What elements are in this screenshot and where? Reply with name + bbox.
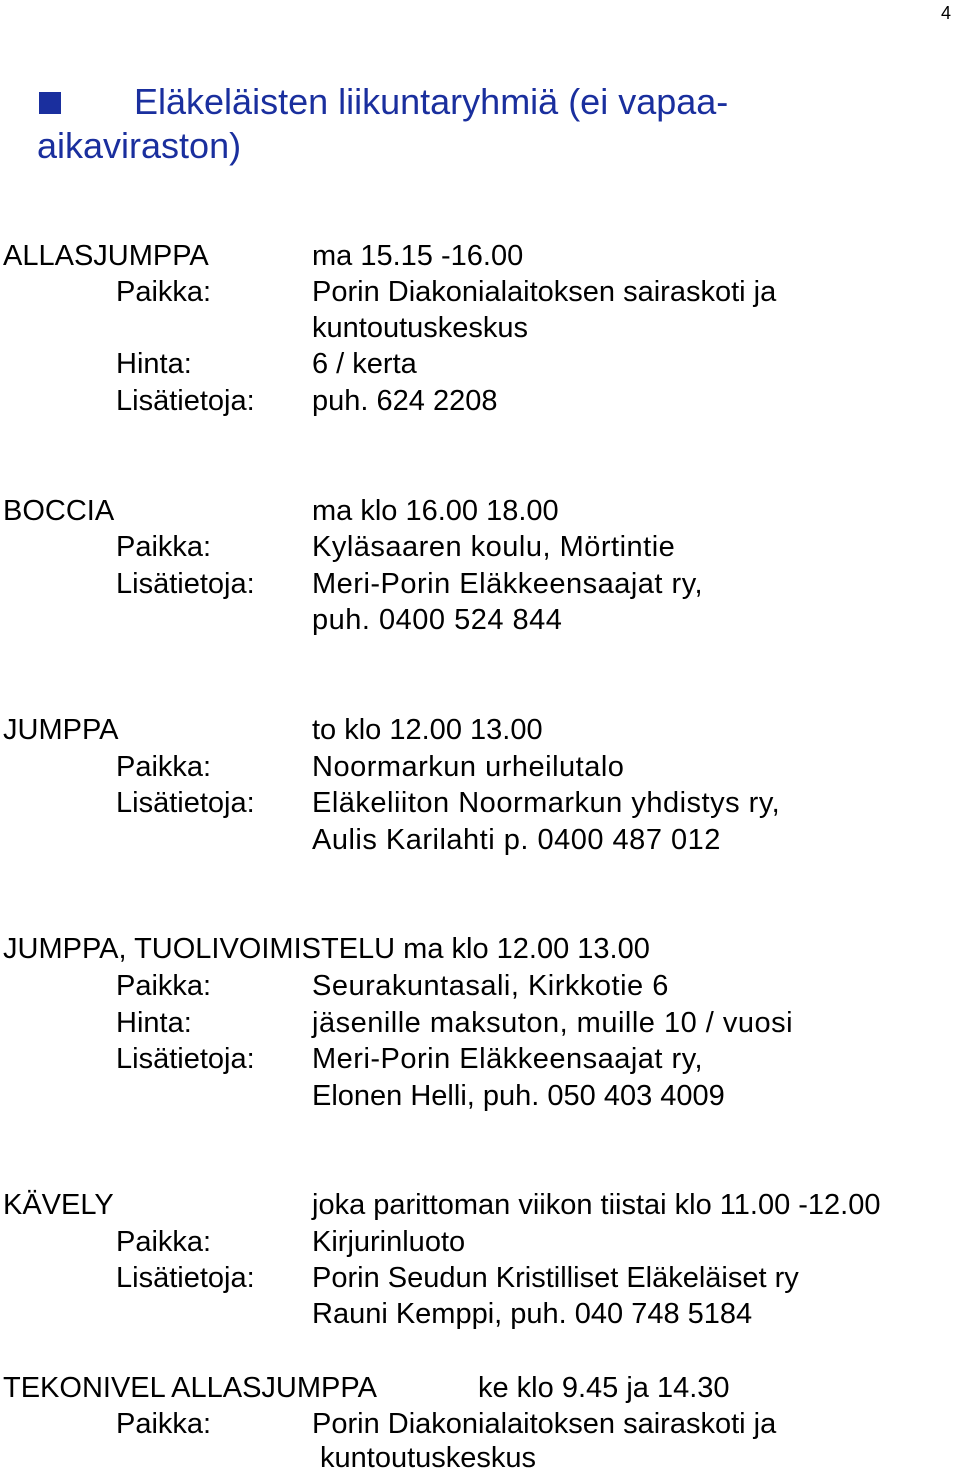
info-value-continued: puh. 0400 524 844 <box>312 604 563 636</box>
price-value: jäsenille maksuton, muille 10 / vuosi <box>312 1007 794 1039</box>
place-value: Seurakuntasali, Kirkkotie 6 <box>312 970 669 1002</box>
activity-title: KÄVELY <box>3 1189 114 1221</box>
page-number: 4 <box>941 3 952 23</box>
place-value: Kyläsaaren koulu, Mörtintie <box>312 531 676 563</box>
activity-time: joka parittoman viikon tiistai klo 11.00 -12.00 <box>312 1189 881 1221</box>
place-label: Paikka: <box>116 1226 212 1258</box>
price-label: Hinta: <box>116 348 192 380</box>
place-label: Paikka: <box>116 970 212 1002</box>
info-value-continued: Elonen Helli, puh. 050 403 4009 <box>312 1080 725 1112</box>
price-label: Hinta: <box>116 1007 192 1039</box>
info-label: Lisätietoja: <box>116 568 255 600</box>
info-label: Lisätietoja: <box>116 385 255 417</box>
info-value: Porin Seudun Kristilliset Eläkeläiset ry <box>312 1262 799 1294</box>
place-label: Paikka: <box>116 531 212 563</box>
info-value: Meri-Porin Eläkkeensaajat ry, <box>312 568 704 600</box>
info-label: Lisätietoja: <box>116 787 255 819</box>
square-bullet-icon <box>39 92 61 114</box>
place-value-continued: kuntoutuskeskus <box>320 1442 537 1474</box>
place-label: Paikka: <box>116 1408 212 1440</box>
place-label: Paikka: <box>116 751 212 783</box>
activity-title: BOCCIA <box>3 495 115 527</box>
place-value: Noormarkun urheilutalo <box>312 751 625 783</box>
place-value: Porin Diakonialaitoksen sairaskoti ja <box>312 1408 777 1440</box>
info-value: puh. 624 2208 <box>312 385 498 417</box>
activity-title: TEKONIVEL ALLASJUMPPA <box>3 1372 377 1404</box>
place-value-continued: kuntoutuskeskus <box>312 312 529 344</box>
activity-title: ALLASJUMPPA <box>3 240 209 272</box>
section-heading-line-2: aikaviraston) <box>37 125 242 166</box>
info-label: Lisätietoja: <box>116 1262 255 1294</box>
info-value: Eläkeliiton Noormarkun yhdistys ry, <box>312 787 781 819</box>
place-value: Porin Diakonialaitoksen sairaskoti ja <box>312 276 777 308</box>
info-value-continued: Rauni Kemppi, puh. 040 748 5184 <box>312 1298 753 1330</box>
info-value-continued: Aulis Karilahti p. 0400 487 012 <box>312 824 721 856</box>
info-value: Meri-Porin Eläkkeensaajat ry, <box>312 1043 704 1075</box>
place-label: Paikka: <box>116 276 212 308</box>
info-label: Lisätietoja: <box>116 1043 255 1075</box>
place-value: Kirjurinluoto <box>312 1226 466 1258</box>
activity-time: ke klo 9.45 ja 14.30 <box>478 1372 730 1404</box>
activity-time: to klo 12.00 13.00 <box>312 714 543 746</box>
section-heading-line-1: Eläkeläisten liikuntaryhmiä (ei vapaa- <box>134 81 729 122</box>
activity-title: JUMPPA, TUOLIVOIMISTELU ma klo 12.00 13.00 <box>3 933 650 965</box>
activity-title: JUMPPA <box>3 714 119 746</box>
activity-time: ma klo 16.00 18.00 <box>312 495 559 527</box>
activity-time: ma 15.15 -16.00 <box>312 240 524 272</box>
price-value: 6 / kerta <box>312 348 417 380</box>
